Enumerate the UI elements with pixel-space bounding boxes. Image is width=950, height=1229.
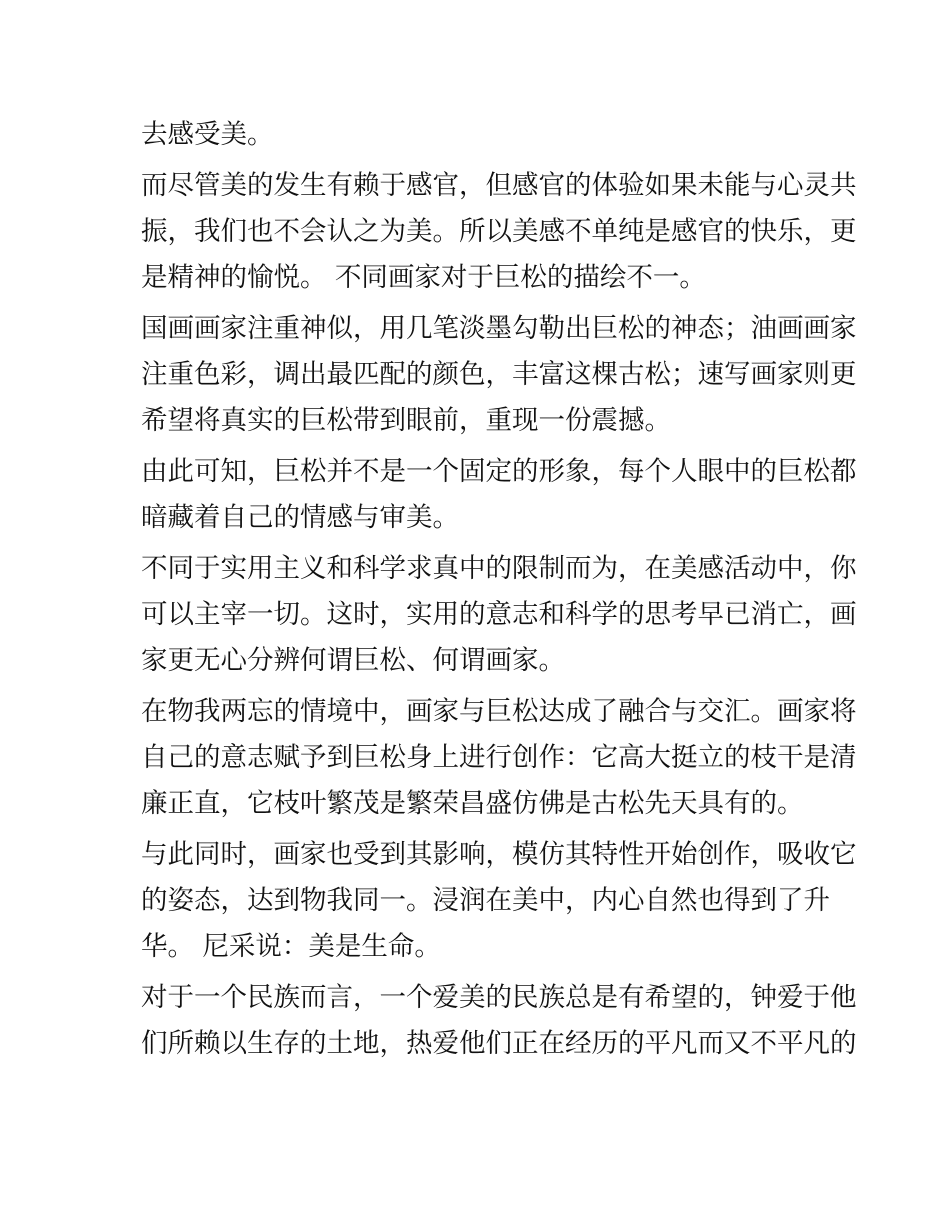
text-line: 希望将真实的巨松带到眼前，重现一份震撼。 xyxy=(141,405,671,436)
text-line: 是精神的愉悦。 不同画家对于巨松的描绘不一。 xyxy=(141,262,706,293)
text-line: 华。 尼采说：美是生命。 xyxy=(141,931,441,962)
text-line: 不同于实用主义和科学求真中的限制而为，在美感活动中，你 xyxy=(141,553,857,584)
text-line: 而尽管美的发生有赖于感官，但感官的体验如果未能与心灵共 xyxy=(141,170,857,201)
text-line: 的姿态，达到物我同一。浸润在美中，内心自然也得到了升 xyxy=(141,885,830,916)
text-line: 可以主宰一切。这时，实用的意志和科学的思考早已消亡，画 xyxy=(141,599,857,630)
text-line: 与此同时，画家也受到其影响，模仿其特性开始创作，吸收它 xyxy=(141,839,857,870)
text-line: 廉正直，它枝叶繁茂是繁荣昌盛仿佛是古松先天具有的。 xyxy=(141,788,804,819)
text-line: 国画画家注重神似，用几笔淡墨勾勒出巨松的神态；油画画家 xyxy=(141,313,857,344)
body-text xyxy=(141,112,857,1067)
text-line: 去感受美。 xyxy=(141,119,274,150)
text-line: 家更无心分辨何谓巨松、何谓画家。 xyxy=(141,645,565,676)
text-line: 暗藏着自己的情感与审美。 xyxy=(141,502,459,533)
text-line: 们所赖以生存的土地，热爱他们正在经历的平凡而又不平凡的 xyxy=(141,1028,857,1059)
text-line: 振，我们也不会认之为美。所以美感不单纯是感官的快乐，更 xyxy=(141,216,857,247)
text-line: 在物我两忘的情境中，画家与巨松达成了融合与交汇。画家将 xyxy=(141,696,857,727)
text-line: 自己的意志赋予到巨松身上进行创作：它高大挺立的枝干是清 xyxy=(141,742,857,773)
text-line: 由此可知，巨松并不是一个固定的形象，每个人眼中的巨松都 xyxy=(141,456,857,487)
text-line: 注重色彩，调出最匹配的颜色，丰富这棵古松；速写画家则更 xyxy=(141,359,857,390)
text-line: 对于一个民族而言，一个爱美的民族总是有希望的，钟爱于他 xyxy=(141,982,857,1013)
